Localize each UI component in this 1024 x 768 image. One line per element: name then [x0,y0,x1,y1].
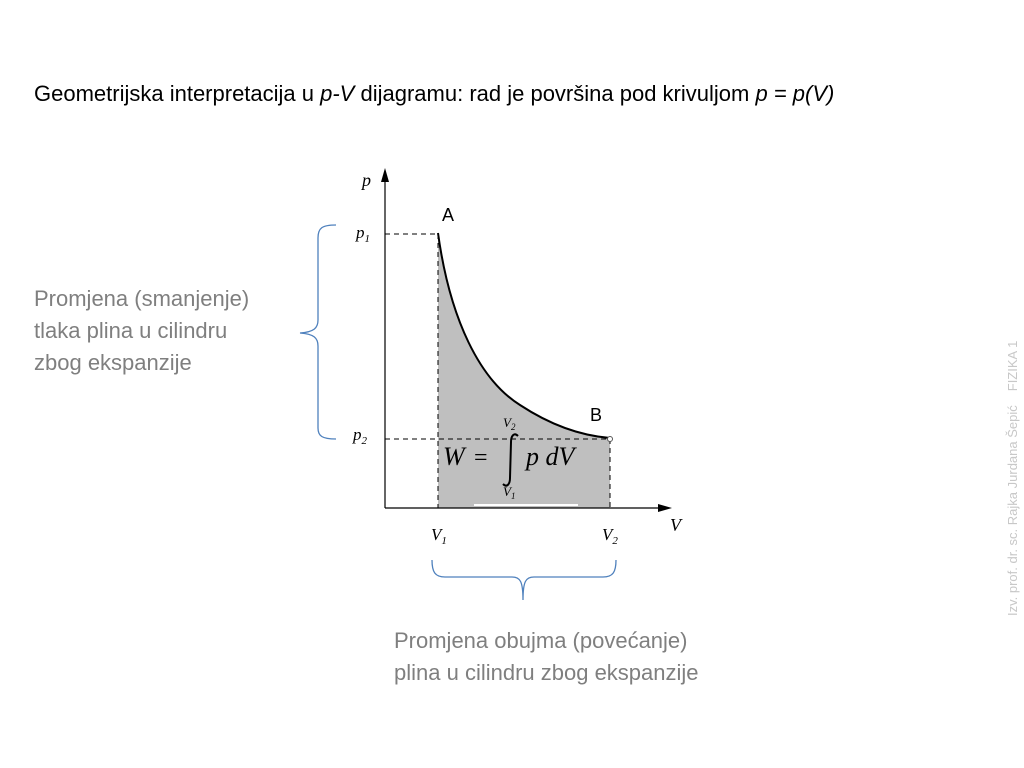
v1-letter: V [431,525,442,544]
pressure-note-line-1: Promjena (smanjenje) [34,286,250,311]
v2-letter: V [602,525,613,544]
pressure-note-line-3: zbog ekspanzije [34,350,192,375]
title-formula: p = p(V) [755,81,835,106]
title-text-1: Geometrijska interpretacija u [34,81,321,106]
x-axis-label: V [670,515,681,535]
lower-limit-letter: V [503,484,511,499]
point-b-marker [608,437,613,442]
p2-subscript: 2 [361,435,367,447]
formula-lhs: W [443,442,465,471]
formula-equals: = [474,445,488,471]
credit-author: Izv. prof. dr. sc. Rajka Jurdana Šepić [1005,405,1020,616]
p2-letter: p [353,425,362,444]
volume-brace [432,560,616,600]
y-axis-label: p [362,170,371,190]
v1-subscript: 1 [441,535,447,547]
y-axis-arrow-icon [381,168,389,182]
p1-label [355,223,370,245]
p1-subscript: 1 [364,233,370,245]
volume-note-line-1: Promjena obujma (povećanje) [394,628,688,653]
point-a-label: A [442,205,455,225]
p2-label [352,425,368,447]
title-pv-term: p-V [320,81,355,106]
author-credit [1005,341,1020,616]
title-text-2: dijagramu: rad je površina pod krivuljom [354,81,756,106]
formula-integrand: p dV [526,442,575,471]
v1-label [431,525,447,547]
credit-course: FIZIKA 1 [1005,340,1020,392]
p1-letter: p [356,223,365,242]
pressure-note-line-2: tlaka plina u cilindru [34,318,228,343]
point-b-label: B [590,405,603,425]
lower-limit-subscript: 1 [510,491,516,501]
volume-change-note [394,625,794,689]
v2-subscript: 2 [612,535,618,547]
upper-limit-subscript: 2 [510,422,516,432]
x-axis-arrow-icon [658,504,672,512]
v2-label [602,525,618,547]
pressure-change-note [34,283,314,379]
volume-note-line-2: plina u cilindru zbog ekspanzije [394,660,699,685]
upper-limit-letter: V [503,415,511,430]
